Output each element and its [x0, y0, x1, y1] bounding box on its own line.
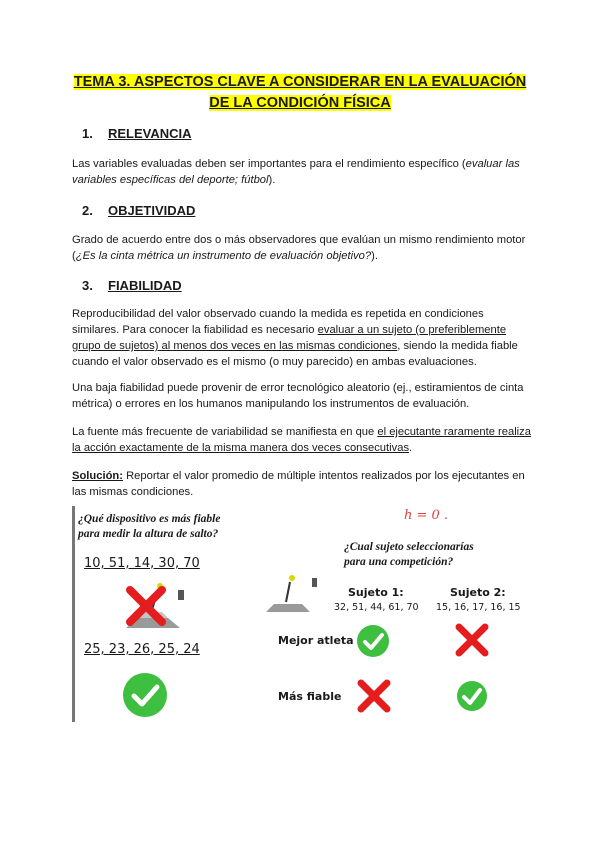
section-title: RELEVANCIA [108, 126, 192, 141]
subject1-values: 32, 51, 44, 61, 70 [334, 602, 419, 613]
section-number: 3. [82, 278, 93, 293]
objetividad-text: Grado de acuerdo entre dos o más observadores que evalúan un mismo rendimiento motor ( [72, 234, 526, 262]
fiab-p3-b: . [409, 442, 413, 454]
device-question-line-1: ¿Qué dispositivo es más fiable [78, 513, 221, 525]
section-heading-relevancia [82, 126, 192, 141]
fiab-p3-underline: el ejecutante raramente realiza la acción exactamente de la misma manera dos veces consecutivas [72, 426, 531, 454]
subject-question-line-2: para una competición? [344, 556, 454, 568]
cross-icon [356, 678, 392, 714]
title-line-1: TEMA 3. ASPECTOS CLAVE A CONSIDERAR EN LA EVALUACIÓN [73, 74, 527, 90]
panel-border [72, 506, 75, 722]
fiab-p1-b: , siendo la medida fiable cuando el valor observado es el mismo (o muy parecido) en ambas evaluaciones. [72, 340, 518, 368]
solucion-text: Reportar el valor promedio de múltiple intentos realizados por los ejecutantes en las mismas condiciones. [72, 470, 525, 498]
device-panel [72, 506, 232, 722]
subject-question-line-1: ¿Cual sujeto seleccionarías [344, 541, 474, 553]
page-title [60, 72, 540, 114]
device2-values: 25, 23, 26, 25, 24 [84, 642, 200, 657]
relevancia-italic: evaluar las variables específicas del deporte; fútbol [72, 158, 520, 186]
cross-icon [124, 584, 168, 628]
reliability-figure [72, 506, 532, 722]
section-number: 2. [82, 203, 93, 218]
relevancia-paragraph [72, 156, 532, 188]
handwritten-annotation: h = 0 . [404, 508, 449, 523]
fiab-p3-a: La fuente más frecuente de variabilidad se manifiesta en que [72, 426, 378, 438]
check-icon [356, 624, 390, 658]
subject2-title: Sujeto 2: [450, 586, 506, 599]
section-title: FIABILIDAD [108, 278, 182, 293]
subject-question [344, 540, 504, 570]
row-label-most-reliable: Más fiable [278, 690, 342, 703]
device1-values: 10, 51, 14, 30, 70 [84, 556, 200, 571]
fiabilidad-paragraph-1 [72, 306, 532, 370]
section-number: 1. [82, 126, 93, 141]
objetividad-end: ). [371, 250, 378, 262]
cross-icon [454, 622, 490, 658]
objetividad-italic: ¿Es la cinta métrica un instrumento de evaluación objetivo? [75, 250, 372, 262]
section-heading-objetividad [82, 203, 195, 218]
fiabilidad-paragraph-2 [72, 380, 532, 412]
section-title: OBJETIVIDAD [108, 203, 196, 218]
section-heading-fiabilidad [82, 278, 182, 293]
fiab-p1-underline: evaluar a un sujeto (o preferiblemente grupo de sujetos) al menos dos veces en las mismas condiciones [72, 324, 507, 352]
objetividad-paragraph [72, 232, 532, 264]
title-line-2: DE LA CONDICIÓN FÍSICA [209, 95, 391, 111]
subject1-title: Sujeto 1: [348, 586, 404, 599]
row-label-best-athlete: Mejor atleta [278, 634, 354, 647]
device-question-line-2: para medir la altura de salto? [78, 528, 219, 540]
fiab-p2: Una baja fiabilidad puede provenir de error tecnológico aleatorio (ej., estiramientos de cinta métrica) o errores en los humanos manipulando los instrumentos de evaluación. [72, 382, 524, 410]
jump-mat-small-illustration [256, 568, 326, 618]
solucion-label: Solución: [72, 470, 123, 482]
device-question [78, 512, 238, 542]
fiab-p1-a: Reproducibilidad del valor observado cuando la medida es repetida en condiciones similares. Para conocer la fiabilidad es necesario [72, 308, 484, 336]
subject2-values: 15, 16, 17, 16, 15 [436, 602, 521, 613]
check-icon [122, 672, 168, 718]
fiabilidad-paragraph-3 [72, 424, 532, 456]
relevancia-end: ). [268, 174, 276, 186]
relevancia-text: Las variables evaluadas deben ser importantes para el rendimiento específico ( [72, 158, 466, 170]
check-icon [456, 680, 488, 712]
solucion-paragraph [72, 468, 532, 500]
